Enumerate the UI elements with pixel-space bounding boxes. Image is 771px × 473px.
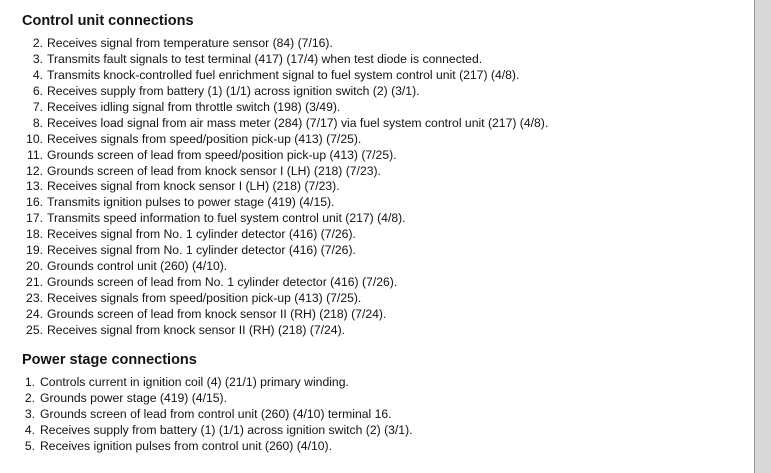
- item-number: 2.: [24, 390, 35, 405]
- item-text: Receives signal from temperature sensor (84) (7/16).: [47, 36, 333, 50]
- item-text: Grounds screen of lead from control unit (260) (4/10) terminal 16.: [40, 406, 392, 421]
- item-text: Receives load signal from air mass meter (284) (7/17) via fuel system control unit (217) (4/8).: [47, 115, 549, 130]
- item-number: 2.: [32, 36, 43, 50]
- item-number: 11.: [26, 147, 43, 162]
- item-number: 23.: [26, 291, 43, 305]
- item-text: Receives ignition pulses from control unit (260) (4/10).: [40, 438, 332, 453]
- item-number: 4.: [32, 67, 43, 82]
- item-text: Grounds power stage (419) (4/15).: [40, 390, 227, 405]
- item-number: 4.: [24, 422, 35, 437]
- page-edge: [754, 0, 771, 473]
- item-text: Grounds screen of lead from speed/position pick-up (413) (7/25).: [47, 147, 397, 162]
- item-number: 1.: [24, 375, 35, 389]
- item-text: Receives supply from battery (1) (1/1) across ignition switch (2) (3/1).: [47, 83, 420, 98]
- item-text: Receives signal from No. 1 cylinder detector (416) (7/26).: [47, 243, 356, 258]
- item-text: Transmits fault signals to test terminal (417) (17/4) when test diode is connected.: [47, 51, 483, 66]
- power-stage-heading: Power stage connections: [22, 352, 197, 368]
- item-number: 5.: [24, 438, 35, 453]
- item-number: 21.: [26, 275, 43, 290]
- item-text: Transmits knock-controlled fuel enrichment signal to fuel system control unit (217) (4/8).: [47, 67, 520, 82]
- item-text: Grounds screen of lead from No. 1 cylinder detector (416) (7/26).: [47, 275, 398, 290]
- item-number: 18.: [26, 227, 43, 242]
- item-text: Controls current in ignition coil (4) (21/1) primary winding.: [40, 375, 349, 389]
- item-number: 16.: [26, 195, 43, 210]
- item-text: Receives supply from battery (1) (1/1) across ignition switch (2) (3/1).: [40, 422, 413, 437]
- item-text: Receives signal from knock sensor I (LH) (218) (7/23).: [47, 179, 340, 194]
- item-text: Receives signal from knock sensor II (RH) (218) (7/24).: [47, 322, 346, 337]
- item-text: Receives idling signal from throttle switch (198) (3/49).: [47, 99, 341, 114]
- item-text: Transmits speed information to fuel system control unit (217) (4/8).: [47, 211, 406, 226]
- item-number: 20.: [26, 259, 43, 274]
- item-number: 13.: [26, 179, 43, 194]
- control-unit-heading: Control unit connections: [22, 13, 194, 29]
- item-number: 3.: [32, 51, 43, 66]
- item-text: Grounds screen of lead from knock sensor II (RH) (218) (7/24).: [47, 306, 387, 321]
- item-number: 12.: [26, 163, 43, 178]
- item-number: 19.: [26, 243, 43, 258]
- item-number: 6.: [32, 83, 43, 98]
- item-number: 7.: [32, 99, 43, 114]
- item-number: 24.: [26, 306, 43, 321]
- item-text: Receives signals from speed/position pick-up (413) (7/25).: [47, 291, 362, 305]
- item-text: Receives signals from speed/position pick-up (413) (7/25).: [47, 131, 362, 146]
- item-number: 8.: [32, 115, 43, 130]
- item-text: Grounds control unit (260) (4/10).: [47, 259, 228, 274]
- item-number: 25.: [26, 322, 43, 337]
- item-text: Transmits ignition pulses to power stage (419) (4/15).: [47, 195, 335, 210]
- item-text: Grounds screen of lead from knock sensor I (LH) (218) (7/23).: [47, 163, 381, 178]
- item-number: 17.: [26, 211, 43, 226]
- item-number: 3.: [24, 406, 35, 421]
- item-text: Receives signal from No. 1 cylinder detector (416) (7/26).: [47, 227, 356, 242]
- item-number: 10.: [26, 131, 43, 146]
